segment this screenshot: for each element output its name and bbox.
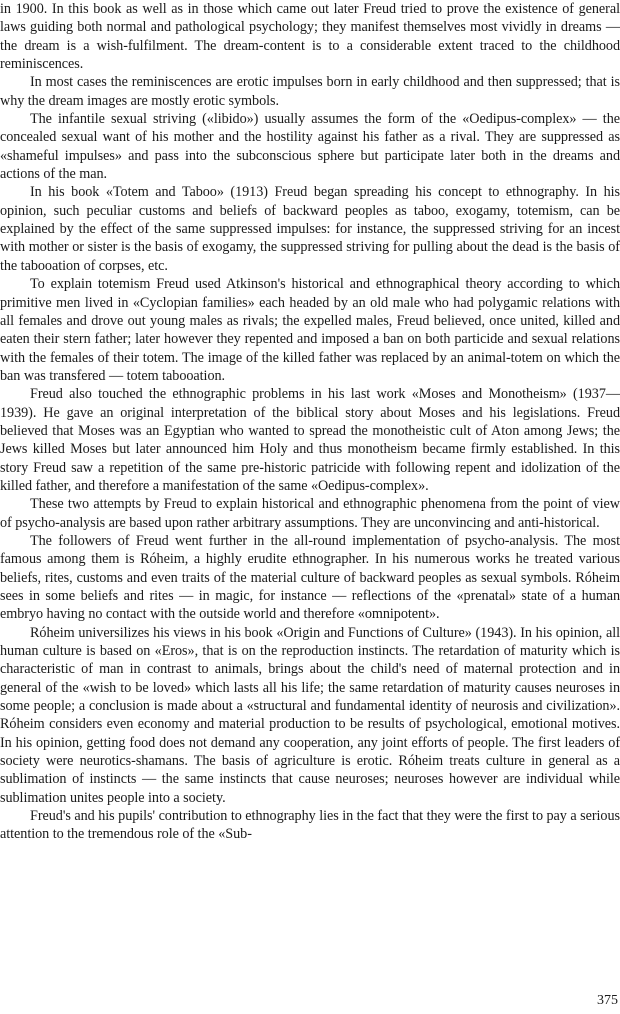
paragraph-2: In most cases the reminiscences are erotic impulses born in early childhood and then suppressed; that is why the dream images are mostly erotic symbols. bbox=[0, 74, 620, 109]
paragraph-1: in 1900. In this book as well as in those which came out later Freud tried to prove the existence of general laws guiding both normal and pathological psychology; they manifest themselves most vividly in dreams — the dream is a wish-fulfilment. The dream-content is to a considerable extent traced to the childhood reminiscences. bbox=[0, 1, 620, 73]
paragraph-5: To explain totemism Freud used Atkinson's historical and ethnographical theory according to which primitive men lived in «Cyclopian families» each headed by an old male who had polygamic relations with all females and drove out young males as rivals; the expelled males, Freud believed, once united, killed and eaten their stern father; later however they repented and imposed a ban on both particide and sexual relations with the females of their totem. The image of the killed father was replaced by an animal-totem on which the ban was transfered — totem tabooation. bbox=[0, 276, 620, 384]
paragraph-10: Freud's and his pupils' contribution to ethnography lies in the fact that they were the first to pay a serious attention to the tremendous role of the «Sub- bbox=[0, 808, 620, 843]
paragraph-4: In his book «Totem and Taboo» (1913) Freud began spreading his concept to ethnography. In his opinion, such peculiar customs and beliefs of backward peoples as taboo, exogamy, totemism, can be explained by the effect of the same suppressed impulses: for instance, the suppressed striving for an incest with mother or sister is the basis of exogamy, the suppressed striving for pulling about the dead is the basis of the tabooation of corpses, etc. bbox=[0, 184, 620, 274]
paragraph-7: These two attempts by Freud to explain historical and ethnographic phenomena from the point of view of psycho-analysis are based upon rather arbitrary assumptions. They are unconvincing and anti-historical. bbox=[0, 496, 620, 531]
paragraph-3: The infantile sexual striving («libido») usually assumes the form of the «Oedipus-complex» — the concealed sexual want of his mother and the hostility against his father as a rival. They are suppressed as «shameful impulses» and pass into the subconscious sphere but participate later both in the dreams and actions of the man. bbox=[0, 111, 620, 183]
page-number: 375 bbox=[597, 993, 618, 1008]
paragraph-9: Róheim universilizes his views in his book «Origin and Functions of Culture» (1943). In his opinion, all human culture is based on «Eros», that is on the reproduction instincts. The retardation of maturity which is characteristic of man in contrast to animals, brings about the child's need of maternal protection and in general of the «wish to be loved» which lasts all his life; the same retardation of maturity causes neuroses in some people; a conclusion is made about a «structural and fundamental identity of neurosis and civilization». Róheim considers even economy and material production to be results of psychological, emotional motives. In his opinion, getting food does not demand any cooperation, any joint efforts of people. The first leaders of society were neurotics-shamans. The basis of agriculture is erotic. Róheim treats culture in general as a sublimation of instincts — the same instincts that cause neuroses; neuroses however are individual while sublimation unites people into a society. bbox=[0, 624, 620, 806]
paragraph-6: Freud also touched the ethnographic problems in his last work «Moses and Monotheism» (1937—1939). He gave an original interpretation of the biblical story about Moses and his legislations. Freud believed that Moses was an Egyptian who wanted to spread the monotheistic cult of Aton among Jews; the Jews killed Moses but later announced him Holy and thus monotheism became firmly established. In this story Freud saw a repetition of the same pre-historic patricide with following repent and idolization of the killed father, and therefore a manifestation of the same «Oedipus-complex». bbox=[0, 386, 620, 494]
paragraph-8: The followers of Freud went further in the all-round implementation of psycho-analysis. The most famous among them is Róheim, a highly erudite ethnographer. In his numerous works he treated various beliefs, rites, customs and even traits of the material culture of backward peoples as sexual symbols. Róheim sees in some beliefs and rites — in magic, for instance — reflections of the «prenatal» state of a human embryo having no contact with the outside world and therefore «omnipotent». bbox=[0, 532, 620, 623]
